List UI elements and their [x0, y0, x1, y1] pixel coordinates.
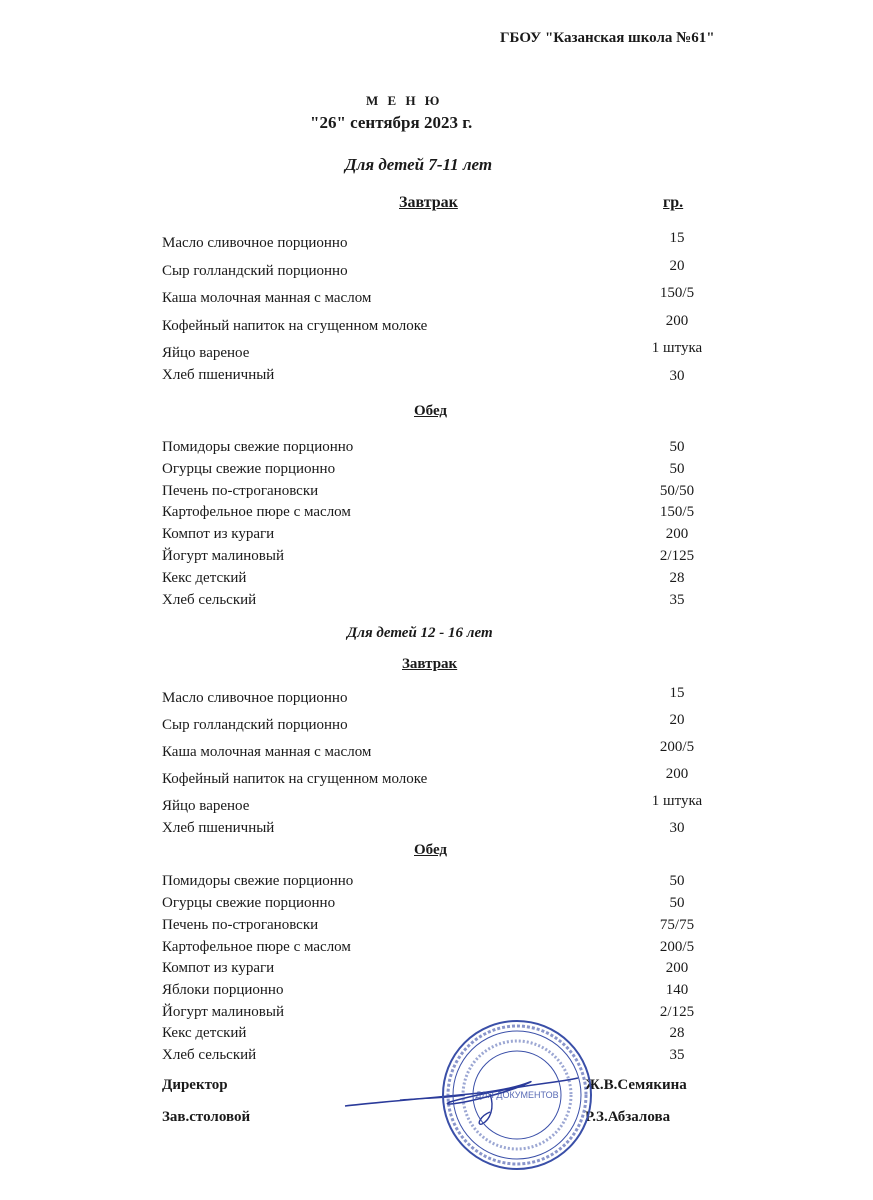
menu-item-name: Яйцо вареное — [162, 345, 250, 361]
menu-item-grams: 200 — [665, 313, 689, 329]
menu-item-grams: 75/75 — [659, 917, 695, 933]
menu-item-name: Масло сливочное порционно — [162, 690, 348, 706]
menu-item-grams: 50 — [669, 461, 685, 477]
menu-item-name: Печень по-строгановски — [162, 917, 319, 933]
menu-item-name: Огурцы свежие порционно — [162, 895, 336, 911]
menu-item-name: Картофельное пюре с маслом — [162, 504, 351, 520]
age-group-label-12-16: Для детей 12 - 16 лет — [347, 625, 493, 641]
director-label: Директор — [162, 1077, 228, 1093]
menu-item-grams: 2/125 — [659, 548, 695, 564]
menu-item-grams: 15 — [669, 230, 685, 246]
organization-name: ГБОУ "Казанская школа №61" — [500, 30, 715, 46]
section-title-breakfast: Завтрак — [402, 656, 458, 672]
menu-item-name: Яблоки порционно — [162, 982, 284, 998]
menu-item-name: Кекс детский — [162, 1025, 247, 1041]
menu-item-grams: 1 штука — [651, 340, 703, 356]
menu-item-name: Печень по-строгановски — [162, 483, 319, 499]
age-group-label-7-11: Для детей 7-11 лет — [345, 155, 493, 174]
menu-item-name: Помидоры свежие порционно — [162, 439, 354, 455]
menu-item-grams: 28 — [669, 570, 685, 586]
section-title-lunch: Обед — [414, 842, 448, 858]
section-title-breakfast: Завтрак — [399, 194, 458, 211]
menu-item-grams: 50 — [669, 873, 685, 889]
menu-item-grams: 35 — [669, 592, 685, 608]
menu-item-name: Каша молочная манная с маслом — [162, 744, 372, 760]
menu-item-grams: 20 — [669, 258, 685, 274]
menu-title: М Е Н Ю — [366, 93, 443, 108]
menu-item-name: Кофейный напиток на сгущенном молоке — [162, 318, 428, 334]
menu-item-name: Сыр голландский порционно — [162, 263, 348, 279]
menu-item-name: Йогурт малиновый — [162, 1004, 284, 1020]
menu-item-name: Хлеб пшеничный — [162, 820, 275, 836]
menu-item-name: Хлеб сельский — [162, 1047, 257, 1063]
menu-item-grams: 2/125 — [659, 1004, 695, 1020]
unit-header: гр. — [663, 194, 684, 211]
menu-item-name: Каша молочная манная с маслом — [162, 290, 372, 306]
round-stamp — [440, 1018, 595, 1173]
menu-item-name: Хлеб сельский — [162, 592, 257, 608]
menu-item-grams: 50/50 — [659, 483, 695, 499]
menu-item-grams: 50 — [669, 439, 685, 455]
menu-item-grams: 20 — [669, 712, 685, 728]
director-name: Ж.В.Семякина — [585, 1077, 687, 1093]
menu-item-name: Хлеб пшеничный — [162, 367, 275, 383]
menu-item-name: Компот из кураги — [162, 526, 275, 542]
menu-item-grams: 30 — [669, 368, 685, 384]
menu-item-grams: 50 — [669, 895, 685, 911]
stamp-text: ДЛЯ ДОКУМЕНТОВ — [475, 1090, 559, 1100]
menu-item-grams: 150/5 — [659, 504, 695, 520]
canteen-manager-name: Р.З.Абзалова — [585, 1109, 671, 1125]
menu-item-grams: 150/5 — [659, 285, 695, 301]
menu-item-grams: 200 — [665, 526, 689, 542]
menu-item-name: Йогурт малиновый — [162, 548, 284, 564]
menu-item-grams: 140 — [665, 982, 689, 998]
menu-item-name: Компот из кураги — [162, 960, 275, 976]
menu-item-name: Кекс детский — [162, 570, 247, 586]
menu-item-name: Огурцы свежие порционно — [162, 461, 336, 477]
menu-item-name: Кофейный напиток на сгущенном молоке — [162, 771, 428, 787]
menu-item-grams: 35 — [669, 1047, 685, 1063]
menu-item-name: Помидоры свежие порционно — [162, 873, 354, 889]
menu-item-grams: 28 — [669, 1025, 685, 1041]
menu-item-grams: 200 — [665, 960, 689, 976]
menu-item-grams: 30 — [669, 820, 685, 836]
menu-item-grams: 200/5 — [659, 739, 695, 755]
menu-item-name: Масло сливочное порционно — [162, 235, 348, 251]
menu-item-grams: 1 штука — [651, 793, 703, 809]
section-title-lunch: Обед — [414, 403, 448, 419]
canteen-manager-label: Зав.столовой — [162, 1109, 251, 1125]
menu-item-grams: 15 — [669, 685, 685, 701]
menu-date: "26" сентября 2023 г. — [310, 113, 473, 132]
menu-item-grams: 200/5 — [659, 939, 695, 955]
menu-item-name: Сыр голландский порционно — [162, 717, 348, 733]
menu-item-grams: 200 — [665, 766, 689, 782]
menu-item-name: Яйцо вареное — [162, 798, 250, 814]
menu-item-name: Картофельное пюре с маслом — [162, 939, 351, 955]
